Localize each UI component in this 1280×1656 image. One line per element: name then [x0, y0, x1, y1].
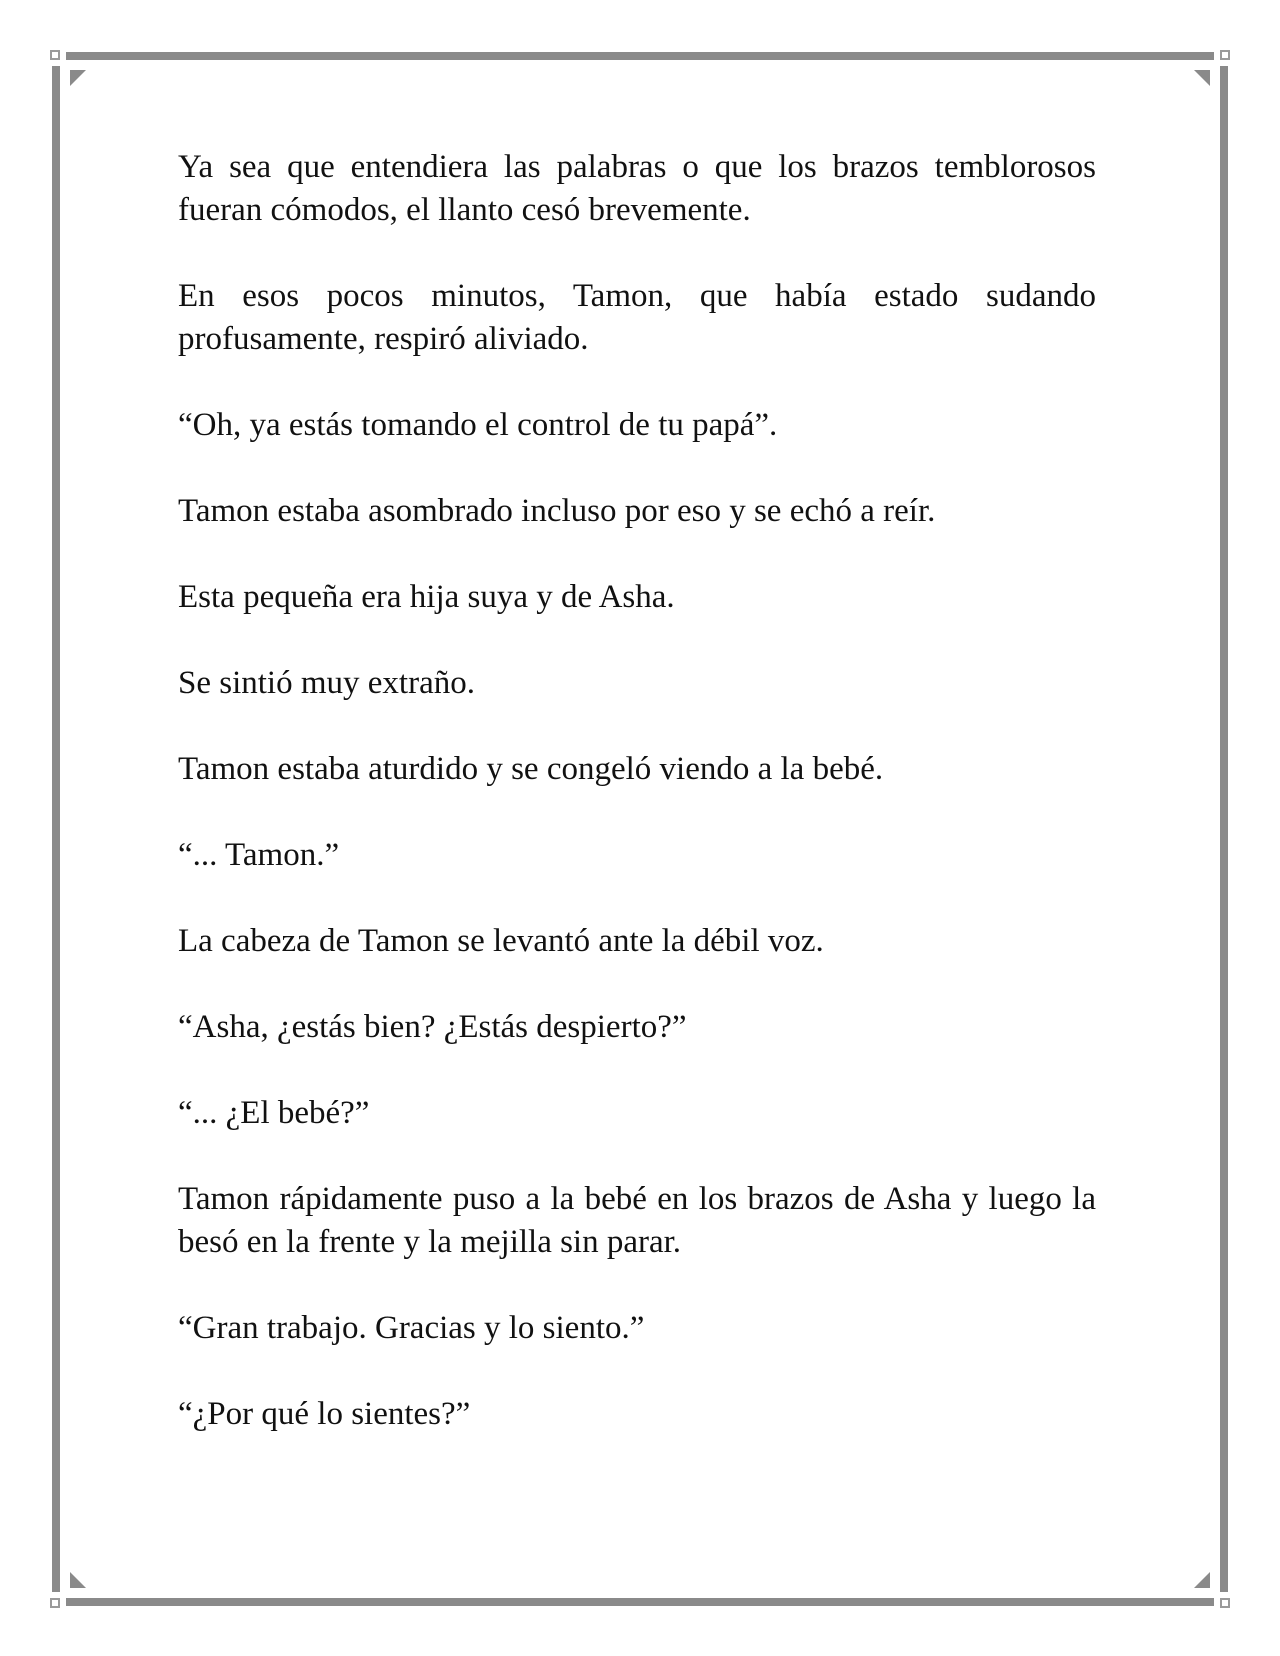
- page-body: [178, 146, 1096, 1479]
- paragraph: “Oh, ya estás tomando el control de tu papá”.: [178, 407, 778, 443]
- paragraph: Tamon estaba asombrado incluso por eso y se echó a reír.: [178, 493, 936, 529]
- corner-ornament-bottom-left: [70, 1572, 86, 1588]
- paragraph: “... ¿El bebé?”: [178, 1095, 370, 1131]
- corner-ornament-bottom-right: [1194, 1572, 1210, 1588]
- paragraph: Ya sea que entendiera las palabras o que los brazos temblorosos fueran cómodos, el llanto cesó brevemente.: [178, 149, 1096, 228]
- paragraph: En esos pocos minutos, Tamon, que había estado sudando profusamente, respiró aliviado.: [178, 278, 1096, 357]
- paragraph: “¿Por qué lo sientes?”: [178, 1396, 471, 1432]
- paragraph: “Gran trabajo. Gracias y lo siento.”: [178, 1310, 645, 1346]
- frame-corner-bottom-right: [1220, 1598, 1230, 1608]
- paragraph: Esta pequeña era hija suya y de Asha.: [178, 579, 675, 615]
- paragraph: La cabeza de Tamon se levantó ante la débil voz.: [178, 923, 824, 959]
- frame-border-bottom: [66, 1598, 1214, 1606]
- corner-ornament-top-left: [70, 70, 86, 86]
- paragraph: “Asha, ¿estás bien? ¿Estás despierto?”: [178, 1009, 687, 1045]
- paragraph: “... Tamon.”: [178, 837, 340, 873]
- frame-border-left: [52, 66, 60, 1592]
- frame-corner-top-right: [1220, 50, 1230, 60]
- paragraph: Tamon rápidamente puso a la bebé en los brazos de Asha y luego la besó en la frente y la mejilla sin parar.: [178, 1181, 1096, 1260]
- frame-border-right: [1220, 66, 1228, 1592]
- frame-corner-bottom-left: [50, 1598, 60, 1608]
- paragraph: Tamon estaba aturdido y se congeló viendo a la bebé.: [178, 751, 884, 787]
- corner-ornament-top-right: [1194, 70, 1210, 86]
- frame-corner-top-left: [50, 50, 60, 60]
- paragraph: Se sintió muy extraño.: [178, 665, 475, 701]
- frame-border-top: [66, 52, 1214, 60]
